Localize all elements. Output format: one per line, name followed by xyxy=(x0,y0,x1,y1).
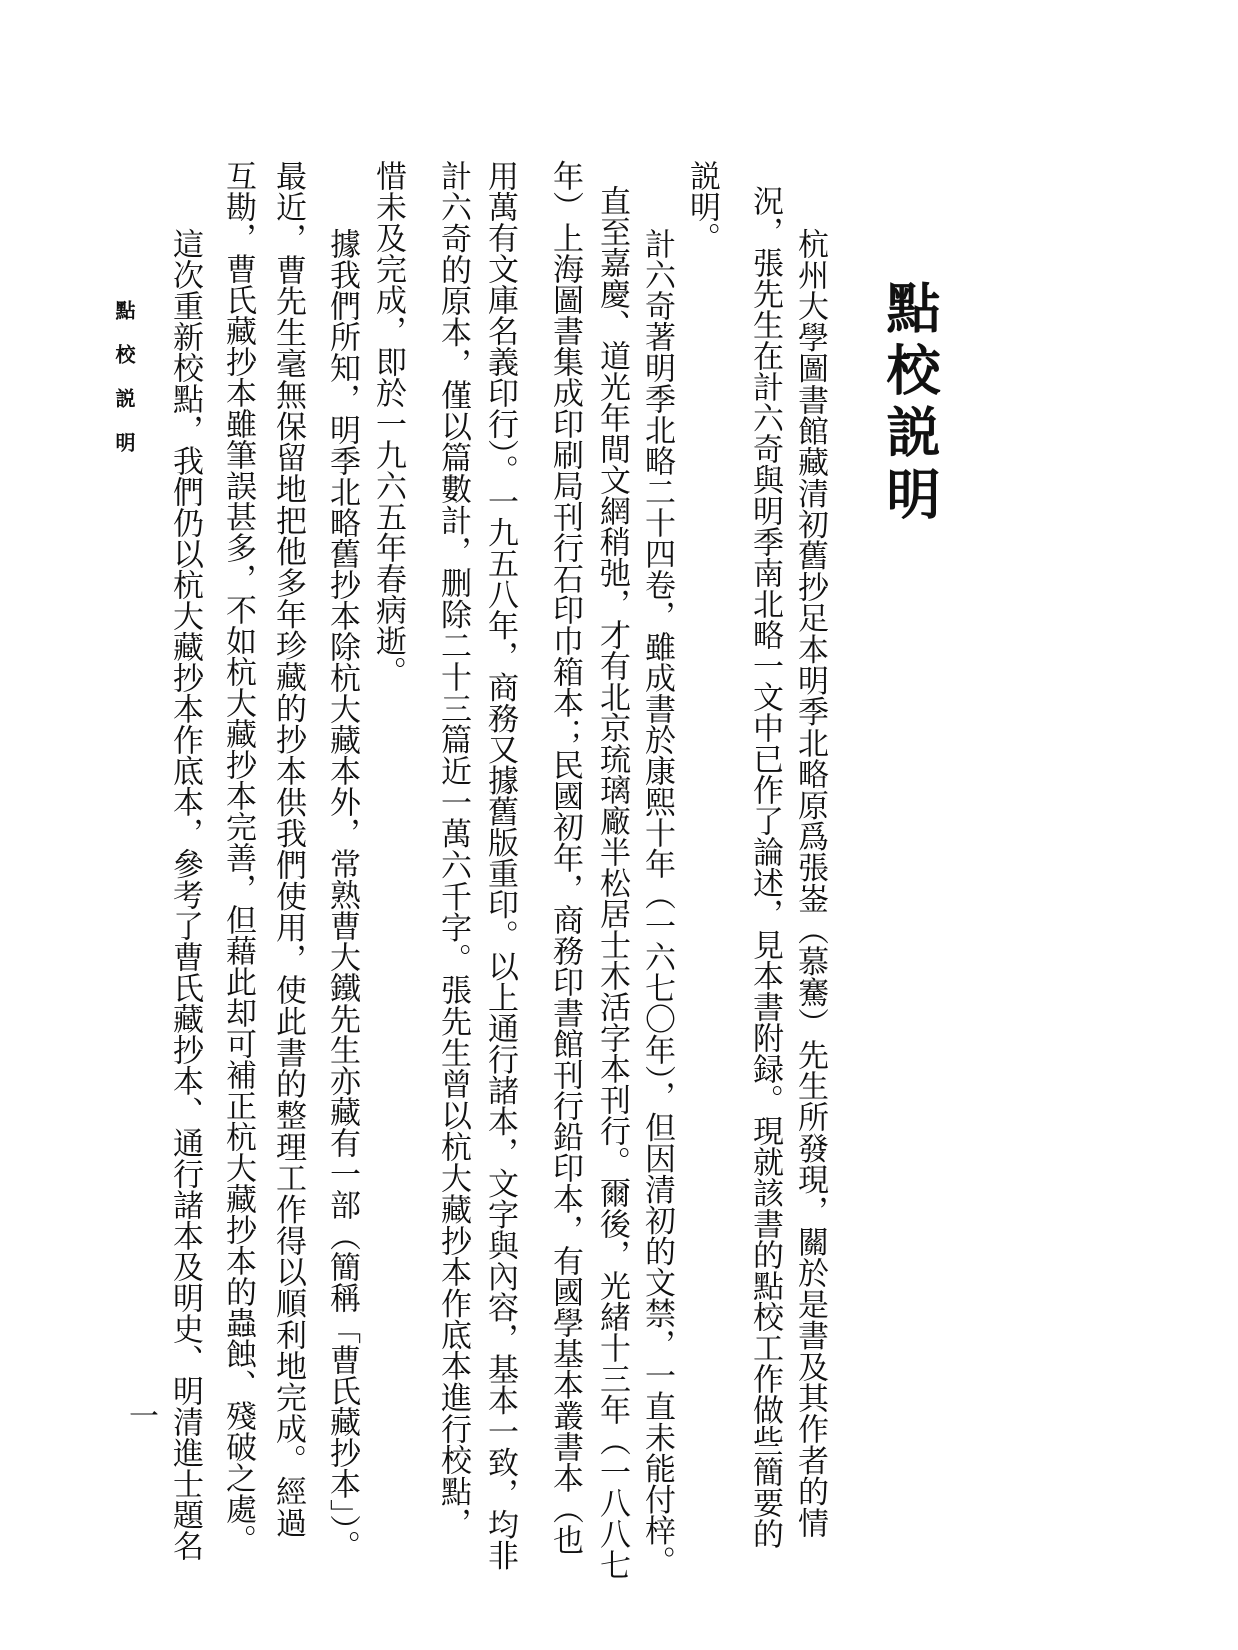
text-column-2: 況，張先生在計六奇與明季南北略一文中已作了論述，見本書附録。現就該書的點校工作做些簡要的 xyxy=(747,185,783,1549)
page-number: 一 xyxy=(123,1400,158,1430)
text-column-3: 説明。 xyxy=(684,160,720,253)
text-column-1: 杭州大學圖書館藏清初舊抄足本明季北略原爲張崟（慕騫）先生所發現，關於是書及其作者的情 xyxy=(792,228,828,1538)
text-column-13: 這次重新校點，我們仍以杭大藏抄本作底本，參考了曹氏藏抄本、通行諸本及明史、明清進士題名 xyxy=(167,228,203,1561)
text-column-4: 計六奇著明季北略二十四卷，雖成書於康熙十年（一六七〇年），但因清初的文禁，一直未能付梓。 xyxy=(639,228,675,1577)
text-column-10: 據我們所知，明季北略舊抄本除杭大藏本外，常熟曹大鐵先生亦藏有一部（簡稱「曹氏藏抄本」）。 xyxy=(324,228,360,1561)
text-column-9: 惜未及完成，即於一九六五年春病逝。 xyxy=(370,160,406,687)
text-column-6: 年）上海圖書集成印刷局刊行石印巾箱本；民國初年，商務印書館刊行鉛印本，有國學基本叢書本（也 xyxy=(547,160,583,1555)
text-column-12: 互勘，曹氏藏抄本雖筆誤甚多，不如杭大藏抄本完善，但藉此却可補正杭大藏抄本的蟲蝕、殘破之處。 xyxy=(220,160,256,1555)
running-footer: 點校説明 xyxy=(112,300,136,476)
text-column-7: 用萬有文庫名義印行）。一九五八年，商務又據舊版重印。以上通行諸本，文字與內容，基本一致，均非 xyxy=(482,160,518,1571)
text-column-5: 直至嘉慶、道光年間文網稍弛，才有北京琉璃廠半松居士木活字本刊行。爾後，光緒十三年（一八八七 xyxy=(594,185,630,1580)
text-column-11: 最近，曹先生毫無保留地把他多年珍藏的抄本供我們使用，使此書的整理工作得以順利地完成。經過 xyxy=(270,160,306,1538)
text-column-8: 計六奇的原本，僅以篇數計，删除二十三篇近一萬六千字。張先生曾以杭大藏抄本作底本進行校點， xyxy=(435,160,471,1538)
page-title: 點校説明 xyxy=(878,280,942,528)
